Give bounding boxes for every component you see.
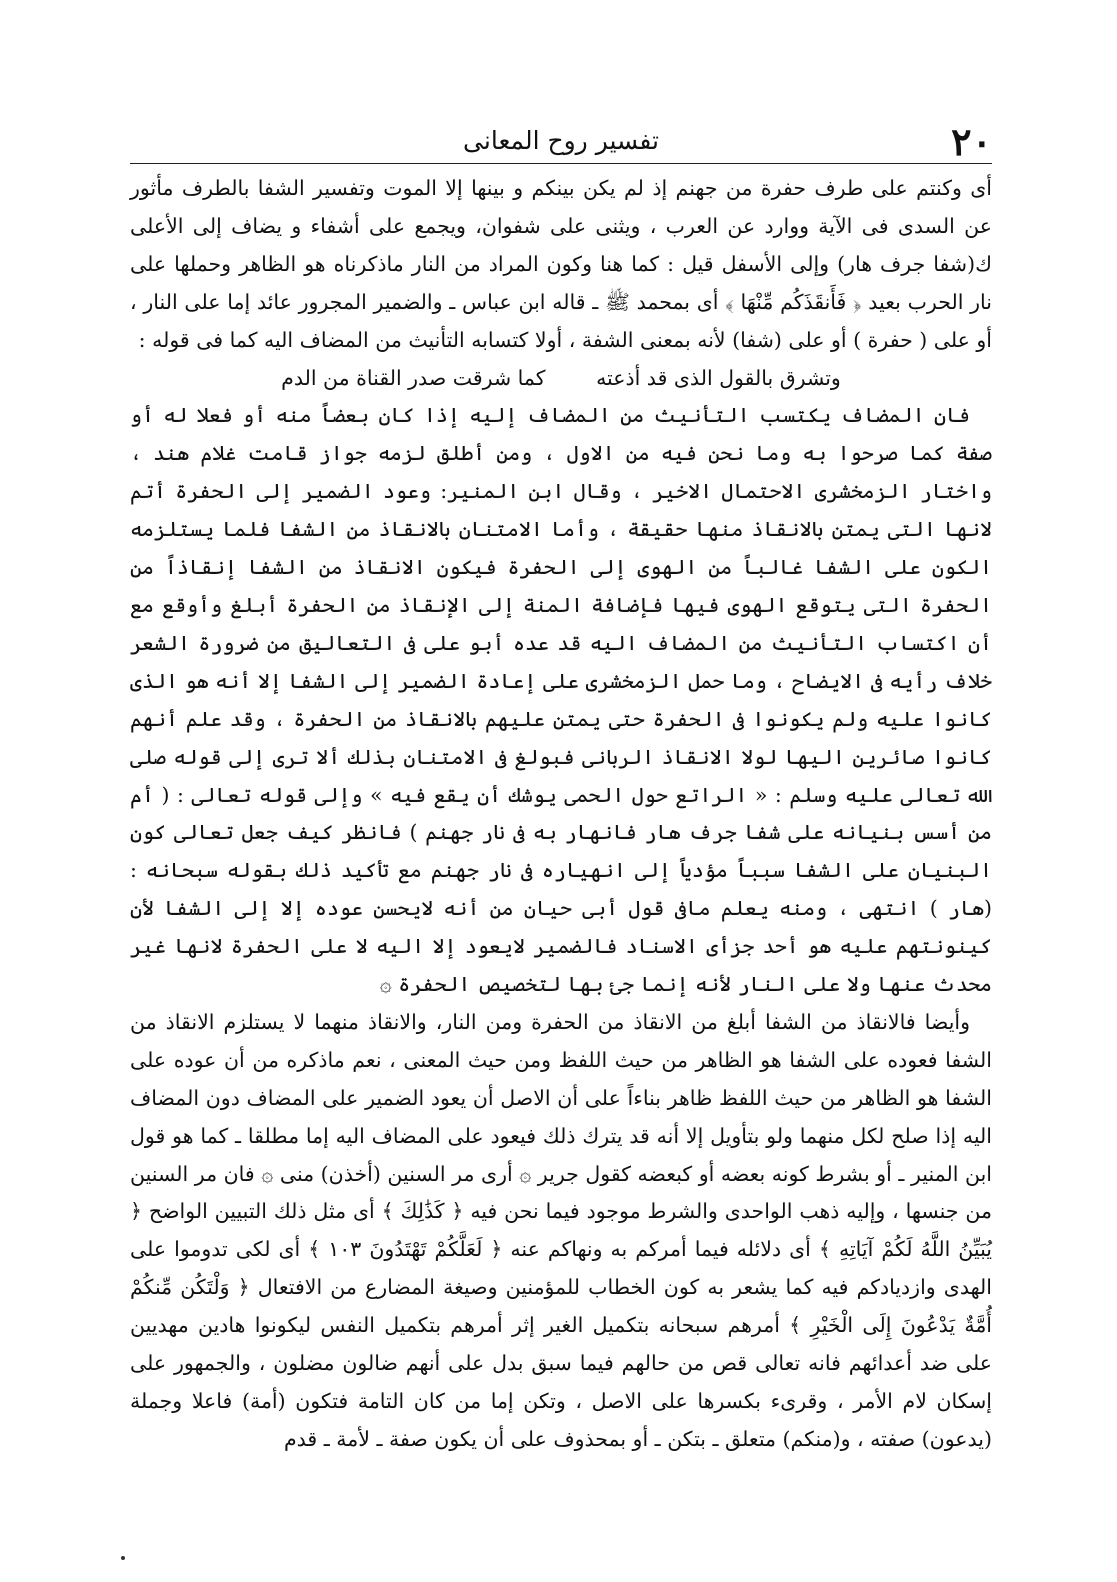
verse-hemistich-first: وتشرق بالقول الذى قد أذعته <box>596 365 841 390</box>
paragraph: أى وكنتم على طرف حفرة من جهنم إذ لم يكن بينكم و بينها إلا الموت وتفسير الشفا بالطرف مأثور عن السدى فى الآية ووارد عن العرب ، ويثنى على شفوان، ويجمع على أشفاء و يضاف إلى الأعلى ك(شفا جرف هار) وإلى الأسفل قيل : كما هنا وكون المراد من النار ماذكرناه هو الظاهر وحملها على نار الحرب بعيد ﴿ فَأَنقَذَكُم مِّنْهَا ﴾ أى بمحمد ﷺ ـ قاله ابن عباس ـ والضمير المجرور عائد إما على النار ، أو على ( حفرة ) أو على (شفا) لأنه بمعنى الشفة ، أولا كتسابه التأنيث من المضاف اليه كما فى قوله : <box>130 176 992 352</box>
running-title: تفسير روح المعانى <box>463 126 659 155</box>
paragraph: وأيضا فالانقاذ من الشفا أبلغ من الانقاذ من الحفرة ومن النار، والانقاذ منهما لا يستلزم الانقاذ من الشفا فعوده على الشفا هو الظاهر من حيث اللفظ ومن حيث المعنى ، نعم ماذكره من أن عوده على الشفا هو الظاهر من حيث اللفظ ظاهر بناءاً على أن الاصل أن يعود الضمير على المضاف دون المضاف اليه إذا صلح لكل منهما ولو بتأويل إلا أنه قد يترك ذلك فيعود على المضاف اليه إما مطلقا ـ كما هو قول ابن المنير ـ أو بشرط كونه بعضه أو كبعضه كقول جرير ۞ أرى مر السنين (أخذن) منى ۞ فان مر السنين من جنسها ، وإليه ذهب الواحدى والشرط موجود فيما نحن فيه ﴿ كَذَٰلِكَ ﴾ أى مثل ذلك التبيين الواضح ﴿ يُبَيِّنُ اللَّهُ لَكُمْ آيَاتِهِ ﴾ أى دلائله فيما أمركم به ونهاكم عنه ﴿ لَعَلَّكُمْ تَهْتَدُونَ ١٠٣ ﴾ أى لكى تدوموا على الهدى وازديادكم فيه كما يشعر به كون الخطاب للمؤمنين وصيغة المضارع من الافتعال ﴿ وَلْتَكُن مِّنكُمْ أُمَّةٌ يَدْعُونَ إِلَى الْخَيْرِ ﴾ أمرهم سبحانه بتكميل الغير إثر أمرهم بتكميل النفس ليكونوا هادين مهديين على ضد أعدائهم فانه تعالى قص من حالهم فيما سبق بدل على أنهم ضالون مضلون ، والجمهور على إسكان لام الأمر ، وقرىء بكسرها على الاصل ، وتكن إما من كان التامة فتكون (أمة) فاعلا وجملة (يدعون) صفته ، و(منكم) متعلق ـ بتكن ـ أو بمحذوف على أن يكون صفة ـ لأمة ـ قدم <box>130 1009 992 1451</box>
header-rule <box>130 163 992 164</box>
paragraph: فان المضاف يكتسب التأنيث من المضاف إليه إذا كان بعضاً منه أو فعلا له أو صفة كما صرحوا به وما نحن فيه من الاول ، ومن أطلق لزمه جواز قامت غلام هند ، واختار الزمخشرى الاحتمال الاخير ، وقال ابن المنير: وعود الضمير إلى الحفرة أتم لانها التى يمتن بالانقاذ منها حقيقة ، وأما الامتنان بالانقاذ من الشفا فلما يستلزمه الكون على الشفا غالباً من الهوى إلى الحفرة فيكون الانقاذ من الشفا إنقاذاً من الحفرة التى يتوقع الهوى فيها فإضافة المنة إلى الإنقاذ من الحفرة أبلغ وأوقع مع أن اكتساب التأنيث من المضاف اليه قد عده أبو على فى التعاليق من ضرورة الشعر خلاف رأيه فى الايضاح ، وما حمل الزمخشرى على إعادة الضمير إلى الشفا إلا أنه هو الذى كانوا عليه ولم يكونوا فى الحفرة حتى يمتن عليهم بالانقاذ من الحفرة ، وقد علم أنهم كانوا صائرين اليها لولا الانقاذ الربانى فبولغ فى الامتنان بذلك ألا ترى إلى قوله صلى الله تعالى عليه وسلم : « الراتع حول الحمى يوشك أن يقع فيه » وإلى قوله تعالى : ( أم من أسس بنيانه على شفا جرف هار فانهار به فى نار جهنم ) فانظر كيف جعل تعالى كون البنيان على الشفا سبباً مؤدياً إلى انهياره فى نار جهنم مع تأكيد ذلك بقوله سبحانه : (هار ) انتهى ، ومنه يعلم مافى قول أبى حيان من أنه لايحسن عوده إلا إلى الشفا لأن كينونتهم عليه هو أحد جزأى الاسناد فالضمير لايعود إلا اليه لا على الحفرة لانها غير محدث عنها ولا على النار لأنه إنما جئ بها لتخصيص الحفرة ۞ <box>130 403 992 997</box>
page-body <box>130 170 992 1459</box>
verse-hemistich-second: كما شرقت صدر القناة من الدم <box>281 365 546 390</box>
page-header <box>130 118 992 166</box>
page-number: ٢٠ <box>951 119 992 164</box>
poetry-verse <box>130 360 992 398</box>
scan-speck <box>121 1556 125 1560</box>
